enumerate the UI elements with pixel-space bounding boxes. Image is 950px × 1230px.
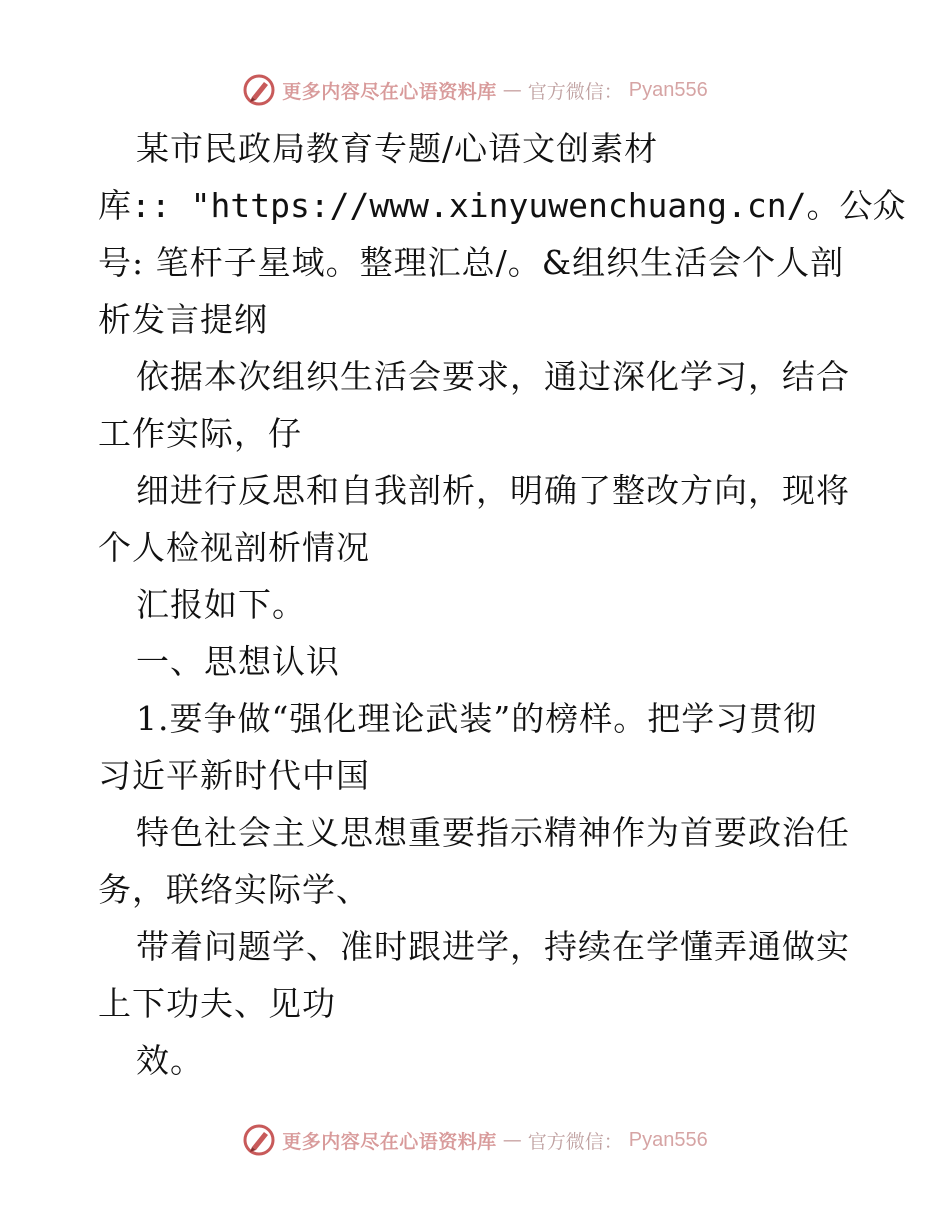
banner-separator: — <box>502 79 522 101</box>
banner-wechat-label: 官方微信： <box>527 1130 623 1153</box>
document-body <box>98 120 906 1089</box>
text-line: 号: 笔杆子星域。整理汇总/。&组织生活会个人剖 <box>98 243 845 282</box>
text-line: 1.要争做“强化理论武装”的榜样。把学习贯彻 <box>136 699 818 738</box>
text-line: 带着问题学、准时跟进学，持续在学懂弄通做实 <box>136 927 850 966</box>
text-line: 库:: "https://www.xinyuwenchuang.cn/。公众 <box>98 186 906 225</box>
banner-wechat-id: Pyan556 <box>628 78 708 101</box>
pen-logo-icon <box>242 1123 276 1157</box>
text-line: 特色社会主义思想重要指示精神作为首要政治任 <box>136 813 850 852</box>
text-line: 某市民政局教育专题/心语文创素材 <box>136 129 659 168</box>
text-line: 个人检视剖析情况 <box>98 528 370 567</box>
text-line: 务，联络实际学、 <box>98 870 370 909</box>
footer-banner <box>0 1120 950 1160</box>
banner-wechat-id: Pyan556 <box>628 1128 708 1151</box>
banner-text: 更多内容尽在心语资料库 <box>282 1130 497 1153</box>
text-line: 工作实际，仔 <box>98 414 302 453</box>
banner-separator: — <box>502 1129 522 1151</box>
text-line: 习近平新时代中国 <box>98 756 370 795</box>
text-line: 上下功夫、见功 <box>98 984 336 1023</box>
text-line: 析发言提纲 <box>98 300 268 339</box>
text-line: 汇报如下。 <box>136 585 306 624</box>
text-line: 依据本次组织生活会要求，通过深化学习，结合 <box>136 357 850 396</box>
banner-wechat-label: 官方微信： <box>527 80 623 103</box>
text-line: 效。 <box>136 1041 204 1080</box>
banner-text: 更多内容尽在心语资料库 <box>282 80 497 103</box>
text-line: 细进行反思和自我剖析，明确了整改方向，现将 <box>136 471 850 510</box>
pen-logo-icon <box>242 73 276 107</box>
section-heading: 一、思想认识 <box>136 642 340 681</box>
header-banner <box>0 70 950 110</box>
